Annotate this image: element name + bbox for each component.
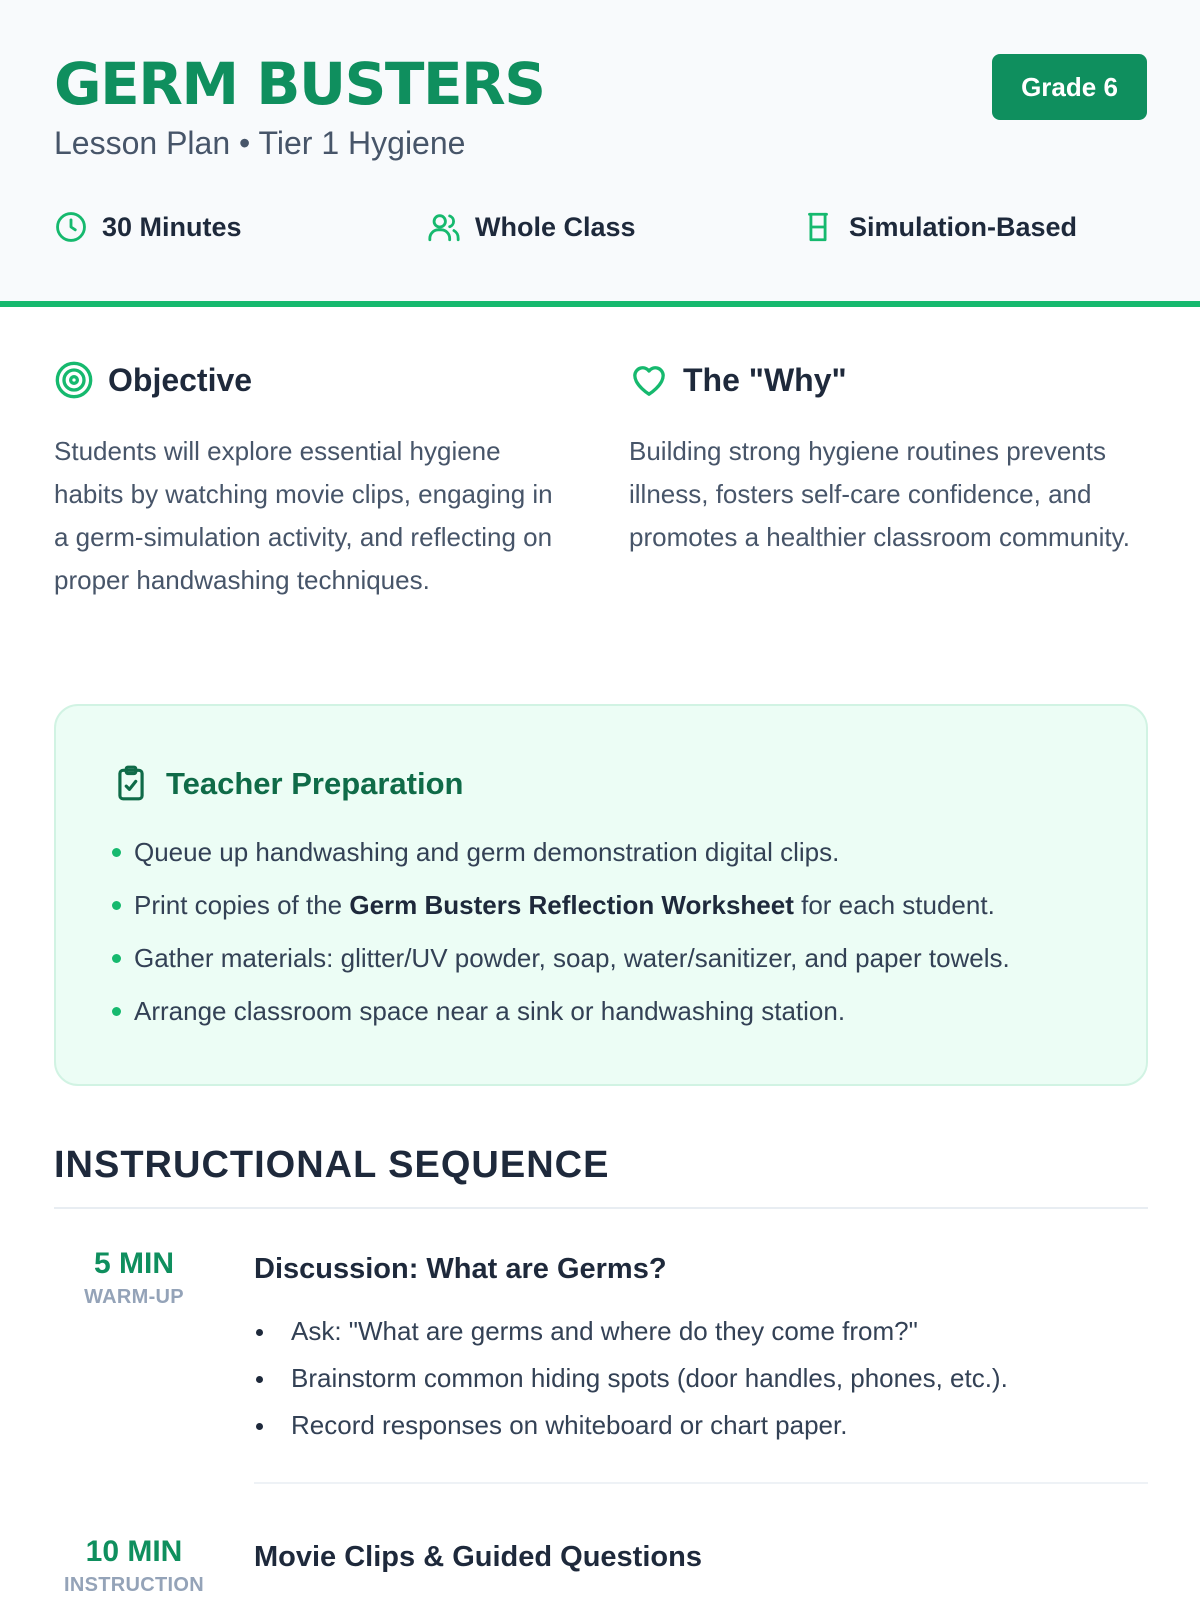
lesson-title: GERM BUSTERS xyxy=(54,50,545,118)
step-phase: INSTRUCTION xyxy=(64,1574,204,1596)
preparation-title: Teacher Preparation xyxy=(166,766,464,801)
why-title: The "Why" xyxy=(683,361,847,398)
step-title: Discussion: What are Germs? xyxy=(254,1253,667,1285)
list-item: Queue up handwashing and germ demonstration digital clips. xyxy=(112,826,1090,879)
beaker-icon xyxy=(801,210,835,244)
list-item: Gather materials: glitter/UV powder, soap, water/sanitizer, and paper towels. xyxy=(112,932,1090,985)
list-item: Ask: "What are germs and where do they come from?" xyxy=(254,1308,1148,1355)
meta-group xyxy=(427,210,636,244)
overview-columns xyxy=(54,360,1148,602)
meta-duration xyxy=(54,210,242,244)
divider xyxy=(254,1482,1148,1484)
meta-duration-label: 30 Minutes xyxy=(102,211,242,242)
meta-format xyxy=(801,210,1077,244)
preparation-list xyxy=(112,826,1090,1038)
lesson-header xyxy=(0,0,1200,307)
meta-format-label: Simulation-Based xyxy=(849,211,1078,242)
list-item: Record responses on whiteboard or chart paper. xyxy=(254,1402,1148,1449)
step-duration: 5 MIN xyxy=(93,1247,174,1280)
teacher-preparation-card xyxy=(54,704,1148,1086)
objective-text: Students will explore essential hygiene habits by watching movie clips, engaging in a germ-simulation activity, and reflecting on proper handwashing techniques. xyxy=(54,436,553,595)
worksheet-name: Germ Busters Reflection Worksheet xyxy=(349,890,794,920)
clipboard-check-icon xyxy=(112,764,152,804)
step-phase: WARM-UP xyxy=(84,1286,184,1308)
lesson-subtitle: Lesson Plan • Tier 1 Hygiene xyxy=(54,125,466,161)
meta-group-label: Whole Class xyxy=(475,211,636,242)
why-text: Building strong hygiene routines prevents illness, fosters self-care confidence, and promotes a healthier classroom community. xyxy=(629,436,1130,552)
heart-icon xyxy=(629,360,669,400)
grade-badge: Grade 6 xyxy=(992,54,1147,120)
clock-icon xyxy=(54,210,88,244)
target-icon xyxy=(54,360,94,400)
step-title: Movie Clips & Guided Questions xyxy=(254,1541,702,1573)
step-list xyxy=(254,1308,1148,1449)
why-section xyxy=(629,360,1148,602)
step-duration: 10 MIN xyxy=(85,1535,183,1568)
objective-section xyxy=(54,360,573,602)
divider xyxy=(54,1207,1148,1209)
sequence-title: INSTRUCTIONAL SEQUENCE xyxy=(54,1144,610,1186)
list-item: Brainstorm common hiding spots (door handles, phones, etc.). xyxy=(254,1355,1148,1402)
objective-title: Objective xyxy=(108,361,253,398)
users-icon xyxy=(427,210,461,244)
list-item: Print copies of the Germ Busters Reflection Worksheet for each student. xyxy=(112,879,1090,932)
list-item: Arrange classroom space near a sink or handwashing station. xyxy=(112,985,1090,1038)
